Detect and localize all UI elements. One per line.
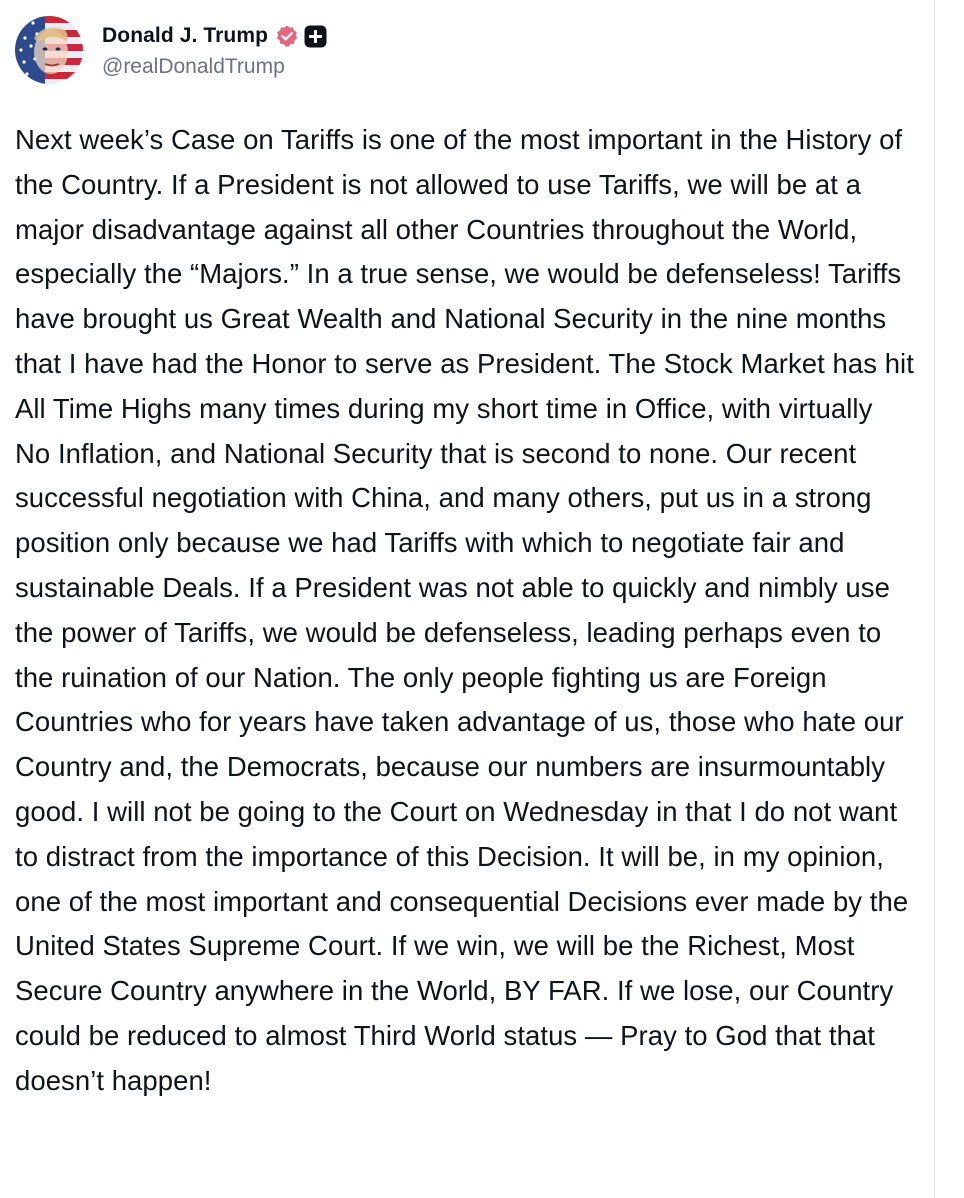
column-divider xyxy=(934,0,935,1198)
post-body-text: Next week’s Case on Tariffs is one of the most important in the History of the Country. If a President is not allowed to use Tariffs, we will be at a major disadvantage against all other Countries throughout the World, especially the “Majors.” In a true sense, we would be defenseless! Tariffs have brought us Great Wealth and National Security in the nine months that I have had the Honor to serve as President. The Stock Market has hit All Time Highs many times during my short time in Office, with virtually No Inflation, and National Security that is second to none. Our recent successful negotiation with China, and many others, put us in a strong position only because we had Tariffs with which to negotiate fair and sustainable Deals. If a President was not able to quickly and nimbly use the power of Tariffs, we would be defenseless, leading perhaps even to the ruination of our Nation. The only people fighting us are Foreign Countries who for years have taken advantage of us, those who hate our Country and, the Democrats, because our numbers are insurmountably good. I will not be going to the Court on Wednesday in that I do not want to distract from the importance of this Decision. It will be, in my opinion, one of the most important and consequential Decisions ever made by the United States Supreme Court. If we win, we will be the Richest, Most Secure Country anywhere in the World, BY FAR. If we lose, our Country could be reduced to almost Third World status — Pray to God that that doesn’t happen! xyxy=(15,124,914,1096)
plus-badge-icon xyxy=(304,25,327,48)
portrait-flag-avatar-icon xyxy=(15,16,83,84)
author-handle[interactable]: @realDonaldTrump xyxy=(102,55,285,78)
avatar[interactable] xyxy=(15,16,83,84)
author-identity xyxy=(102,16,327,79)
post-header xyxy=(15,16,914,86)
verified-badge-icon xyxy=(275,24,299,48)
name-row xyxy=(102,22,327,50)
author-display-name[interactable]: Donald J. Trump xyxy=(102,24,269,47)
